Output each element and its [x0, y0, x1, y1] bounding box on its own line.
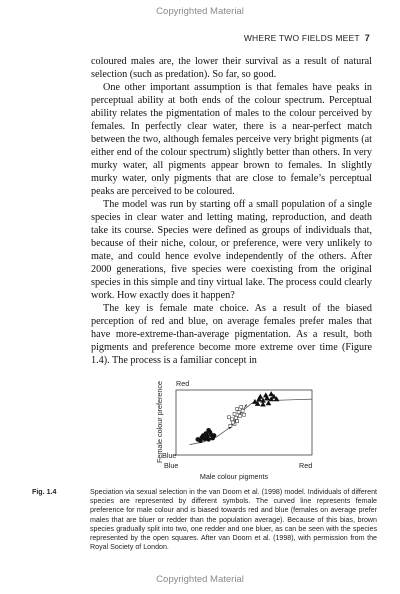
data-point-square [232, 421, 235, 424]
paragraph: The model was run by starting off a small population of a single species in clear water and letting mating, reproduction, and death take its course. Species were defined as groups of individuals that, because of their niche, colour, or preference, were very unlikely to mate, and could hence evolve independently of the others. After 2000 generations, five species were coexisting from the original species in this simple and tiny virtual lake. The process could clearly work. How exactly does it happen? [91, 199, 372, 301]
running-header [244, 33, 370, 43]
y-tick-label-top: Red [176, 379, 190, 388]
x-axis-label: Male colour pigments [199, 472, 269, 481]
data-point-circle [201, 433, 206, 438]
paragraph: One other important assumption is that females have peaks in perceptual ability at both ends of the colour spectrum. Perceptual ability relates the pigmentation of males to the colour perceived by females. In perfectly clear water, there is a near-perfect match between the two, although females perceive very bright pigments (at either end of the colour spectrum) slightly better than others. In very murky water, all pigments appear brown to females. In slightly murky water, only pigments that are close to female’s perceptual peaks are perceived to be coloured. [91, 82, 372, 197]
figure-caption-text: Speciation via sexual selection in the van Doorn et al. (1998) model. Individuals of different species are represented by different symbols. The curved line represents female preference for male colour and is biased towards red and blue (females on average prefer males that are bluer or redder than the population average). Because of this bias, brown species gradually split into two, one redder and one bluer, as can be seen with the species represented by the open squares. After van Doorn et al. (1998), with permission from the Royal Society of London. [90, 488, 377, 552]
data-point-square [228, 416, 231, 419]
x-tick-label-right: Red [299, 461, 313, 470]
scatter-chart [148, 376, 400, 488]
data-point-triangle [258, 394, 264, 399]
watermark-bottom: Copyrighted Material [156, 574, 244, 585]
paragraph: coloured males are, the lower their survival as a result of natural selection (such as predation). So far, so good. [91, 56, 372, 80]
data-point-circle [210, 436, 215, 441]
data-point-square [237, 411, 240, 414]
data-point-square [234, 417, 237, 420]
chart-marks [190, 391, 312, 445]
y-axis-label: Female colour preference [155, 381, 164, 463]
data-point-circle [206, 428, 211, 433]
data-point-square [236, 420, 239, 423]
data-point-square [241, 409, 244, 412]
figure-label: Fig. 1.4 [32, 488, 57, 496]
data-point-square [243, 413, 246, 416]
data-point-square [229, 424, 232, 427]
x-tick-label-left: Blue [164, 461, 179, 470]
data-point-triangle [263, 392, 269, 397]
data-point-square [233, 413, 236, 416]
data-point-square [240, 405, 243, 408]
running-title: WHERE TWO FIELDS MEET [243, 33, 360, 43]
y-tick-label-bottom: Blue [162, 451, 177, 460]
paragraph: The key is female mate choice. As a result of the biased perception of red and blue, on average females prefer males that have more-extreme-than-average pigmentation. As a result, both pigments and preference become more extreme over time (Figure 1.4). The process is a familiar concept in [91, 303, 372, 366]
page-number: 7 [364, 33, 370, 43]
data-point-triangle [268, 391, 274, 396]
watermark-top: Copyrighted Material [156, 6, 244, 17]
body-text [91, 55, 372, 367]
data-point-circle [196, 437, 201, 442]
data-point-square [236, 407, 239, 410]
data-point-square [238, 415, 241, 418]
